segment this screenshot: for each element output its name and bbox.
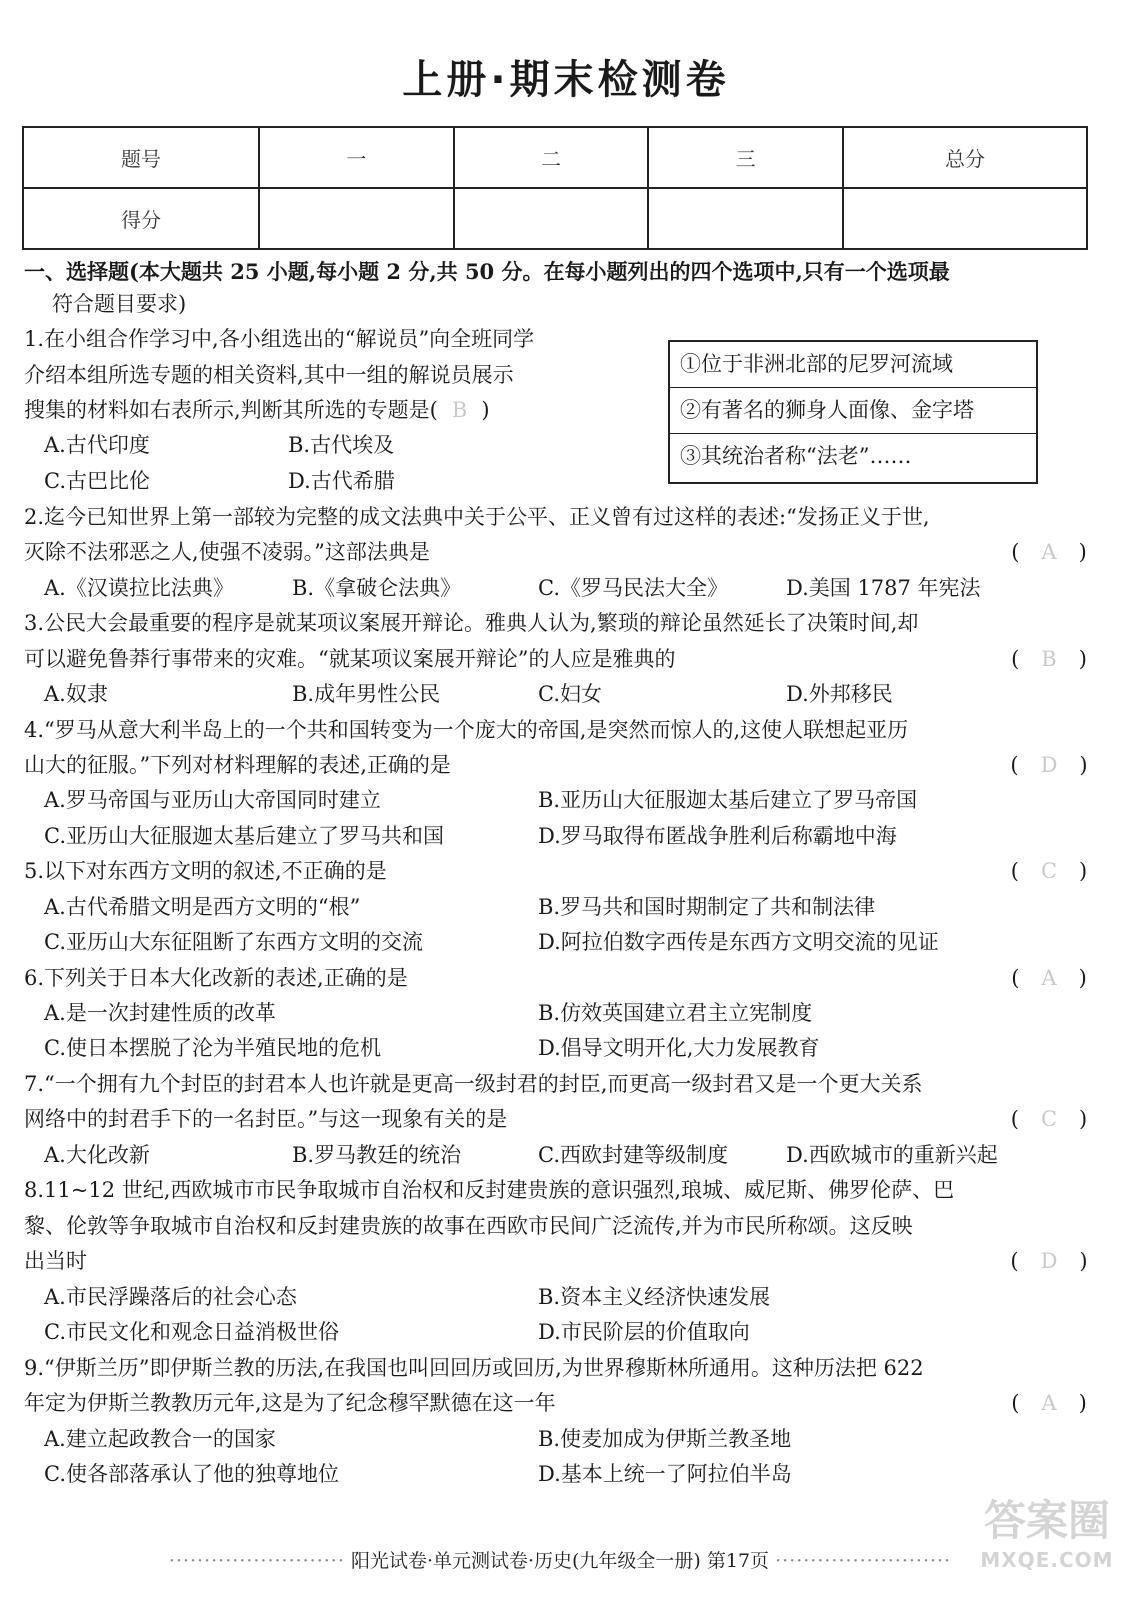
q9-option: B.使麦加成为伊斯兰教圣地: [538, 1427, 792, 1451]
q1-option: A.古代印度: [44, 433, 150, 457]
q3-answer: B: [1041, 647, 1057, 671]
q3-option: B.成年男性公民: [292, 682, 441, 706]
footer-text: 阳光试卷·单元测试卷·历史(九年级全一册) 第17页: [350, 1550, 770, 1572]
section-heading: [24, 256, 1094, 320]
q9-options-row: [24, 1422, 1094, 1457]
q4-options-row: [24, 783, 1094, 818]
page-title: 上册·期末检测卷: [402, 57, 730, 103]
q3-option: A.奴隶: [44, 682, 108, 706]
q1-line-text: 搜集的材料如右表所示,判断其所选的专题是(: [24, 398, 438, 422]
score-table-score-row: [23, 188, 1087, 249]
q7-answer-slot: ( C ): [1010, 1107, 1088, 1131]
q7-line-text: 网络中的封君手下的一名封臣。”与这一现象有关的是: [24, 1107, 508, 1131]
q7-option: A.大化改新: [44, 1143, 150, 1167]
score-header-cell: 二: [454, 127, 649, 188]
q2-line: 2.迄今已知世界上第一部较为完整的成文法典中关于公平、正义曾有过这样的表述:“发扬正义于世,: [24, 505, 930, 529]
q4-options-row: [24, 819, 1094, 854]
q5-option: D.阿拉伯数字西传是东西方文明交流的见证: [538, 930, 939, 954]
q4-option: B.亚历山大征服迦太基后建立了罗马帝国: [538, 788, 918, 812]
score-table: [22, 126, 1088, 250]
section-heading-text: 一、选择题(本大题共 25 小题,每小题 2 分,共 50 分。在每小题列出的四个选项中,只有一个选项最: [24, 259, 950, 284]
q1-line: 1.在小组合作学习中,各小组选出的“解说员”向全班同学: [24, 327, 535, 351]
q5-line-text: 5.以下对东西方文明的叙述,不正确的是: [24, 859, 387, 883]
q5-answer: C: [1040, 859, 1058, 883]
q9-option: A.建立起政教合一的国家: [44, 1427, 276, 1451]
q7-option: D.西欧城市的重新兴起: [786, 1143, 998, 1167]
q8-answer-slot: ( D ): [1010, 1249, 1088, 1273]
q3-options-row: [24, 677, 1094, 712]
q8-line: 黎、伦敦等争取城市自治权和反封建贵族的故事在西欧市民间广泛流传,并为市民所称颂。这反映: [24, 1214, 913, 1238]
material-item: ②有著名的狮身人面像、金字塔: [670, 388, 1036, 434]
q4-line: 4.“罗马从意大利半岛上的一个共和国转变为一个庞大的帝国,是突然而惊人的,这使人联想起亚历: [24, 718, 909, 742]
q8-answer: D: [1040, 1249, 1058, 1273]
score-cell: [843, 188, 1087, 249]
q2-options-row: [24, 571, 1094, 606]
footer-rule-left: ·························: [168, 1550, 345, 1572]
q9-line: 9.“伊斯兰历”即伊斯兰教的历法,在我国也叫回回历或回历,为世界穆斯林所通用。这种历法把 622: [24, 1356, 924, 1380]
q8-option: C.市民文化和观念日益消极世俗: [44, 1320, 339, 1344]
q8-option: D.市民阶层的价值取向: [538, 1320, 750, 1344]
q1-answer: B: [451, 398, 468, 422]
q2-option: B.《拿破仑法典》: [292, 576, 462, 600]
q8-option: A.市民浮躁落后的社会心态: [44, 1285, 297, 1309]
q8-line-text: 出当时: [24, 1249, 87, 1273]
q3-line-text: 可以避免鲁莽行事带来的灾难。“就某项议案展开辩论”的人应是雅典的: [24, 647, 676, 671]
q4-option: C.亚历山大征服迦太基后建立了罗马共和国: [44, 824, 444, 848]
q4-answer: D: [1040, 753, 1058, 777]
q6-line: [24, 961, 1094, 996]
q2-line: [24, 535, 1094, 570]
q9-option: C.使各部落承认了他的独尊地位: [44, 1462, 339, 1486]
page-footer: [60, 1546, 1060, 1573]
q1-material-box: [668, 340, 1038, 484]
q6-option: C.使日本摆脱了沦为半殖民地的危机: [44, 1036, 381, 1060]
footer-rule-right: ·························: [775, 1550, 952, 1572]
q5-line: [24, 854, 1094, 889]
q5-option: B.罗马共和国时期制定了共和制法律: [538, 895, 876, 919]
q3-line: 3.公民大会最重要的程序是就某项议案展开辩论。雅典人认为,繁琐的辩论虽然延长了决策时间,却: [24, 611, 919, 635]
score-cell: [454, 188, 649, 249]
q1-line: 介绍本组所选专题的相关资料,其中一组的解说员展示: [24, 363, 514, 387]
q7-line: 7.“一个拥有九个封臣的封君本人也许就是更高一级封君的封臣,而更高一级封君又是一个更大关系: [24, 1072, 923, 1096]
score-row-label: 得分: [23, 188, 259, 249]
q2-option: D.美国 1787 年宪法: [786, 576, 981, 600]
q2-line-text: 灭除不法邪恶之人,使强不凌弱。”这部法典是: [24, 540, 430, 564]
q4-option: D.罗马取得布匿战争胜利后称霸地中海: [538, 824, 897, 848]
score-header-cell: 题号: [23, 127, 259, 188]
material-item: ③其统治者称“法老”……: [680, 444, 912, 468]
score-table-header-row: [23, 127, 1087, 188]
watermark-logo: [972, 1488, 1122, 1588]
q7-options-row: [24, 1138, 1094, 1173]
score-header-cell: 一: [259, 127, 454, 188]
q8-line: 8.11~12 世纪,西欧城市市民争取城市自治权和反封建贵族的意识强烈,琅城、威尼斯、佛罗伦萨、巴: [24, 1178, 955, 1202]
q5-option: A.古代希腊文明是西方文明的“根”: [44, 895, 361, 919]
q1-close: ): [481, 398, 490, 422]
q5-option: C.亚历山大东征阻断了东西方文明的交流: [44, 930, 423, 954]
q5-options-row: [24, 890, 1094, 925]
q9-answer-slot: ( A ): [1011, 1391, 1087, 1415]
q2-answer: A: [1041, 540, 1057, 564]
q3-answer-slot: ( B ): [1011, 647, 1087, 671]
watermark-big: 答案圈: [983, 1496, 1110, 1545]
section-heading-cont: 符合题目要求): [52, 292, 187, 316]
q9-answer: A: [1041, 1391, 1057, 1415]
q6-option: D.倡导文明开化,大力发展教育: [538, 1036, 820, 1060]
q5-options-row: [24, 925, 1094, 960]
q4-answer-slot: ( D ): [1010, 753, 1088, 777]
q6-answer-slot: ( A ): [1011, 966, 1087, 990]
q9-line-text: 年定为伊斯兰教教历元年,这是为了纪念穆罕默德在这一年: [24, 1391, 556, 1415]
q1-option: C.古巴比伦: [44, 469, 150, 493]
q6-option: B.仿效英国建立君主立宪制度: [538, 1001, 813, 1025]
q9-options-row: [24, 1457, 1094, 1492]
q8-options-row: [24, 1280, 1094, 1315]
q7-option: C.西欧封建等级制度: [538, 1143, 728, 1167]
q3-line: [24, 642, 1094, 677]
q4-line-text: 山大的征服。”下列对材料理解的表述,正确的是: [24, 753, 451, 777]
score-cell: [259, 188, 454, 249]
q4-option: A.罗马帝国与亚历山大帝国同时建立: [44, 788, 381, 812]
material-item: ①位于非洲北部的尼罗河流域: [670, 342, 1036, 388]
q8-options-row: [24, 1315, 1094, 1350]
watermark-small: MXQE.COM: [980, 1548, 1114, 1572]
q6-option: A.是一次封建性质的改革: [44, 1001, 276, 1025]
q2-option: C.《罗马民法大全》: [538, 576, 728, 600]
q3-option: C.妇女: [538, 682, 602, 706]
score-cell: [648, 188, 843, 249]
q6-options-row: [24, 996, 1094, 1031]
q6-options-row: [24, 1031, 1094, 1066]
q3-option: D.外邦移民: [786, 682, 893, 706]
q9-line: [24, 1386, 1094, 1421]
q6-answer: A: [1041, 966, 1057, 990]
q2-option: A.《汉谟拉比法典》: [44, 576, 234, 600]
q1-option: D.古代希腊: [288, 469, 395, 493]
q6-line-text: 6.下列关于日本大化改新的表述,正确的是: [24, 966, 408, 990]
q1-option: B.古代埃及: [288, 433, 395, 457]
q7-answer: C: [1040, 1107, 1058, 1131]
q7-line: [24, 1102, 1094, 1137]
q8-option: B.资本主义经济快速发展: [538, 1285, 771, 1309]
q7-option: B.罗马教廷的统治: [292, 1143, 462, 1167]
score-header-cell: 总分: [843, 127, 1087, 188]
q5-answer-slot: ( C ): [1010, 859, 1088, 883]
q9-option: D.基本上统一了阿拉伯半岛: [538, 1462, 792, 1486]
q2-answer-slot: ( A ): [1011, 540, 1087, 564]
score-header-cell: 三: [648, 127, 843, 188]
q8-line: [24, 1244, 1094, 1279]
q4-line: [24, 748, 1094, 783]
